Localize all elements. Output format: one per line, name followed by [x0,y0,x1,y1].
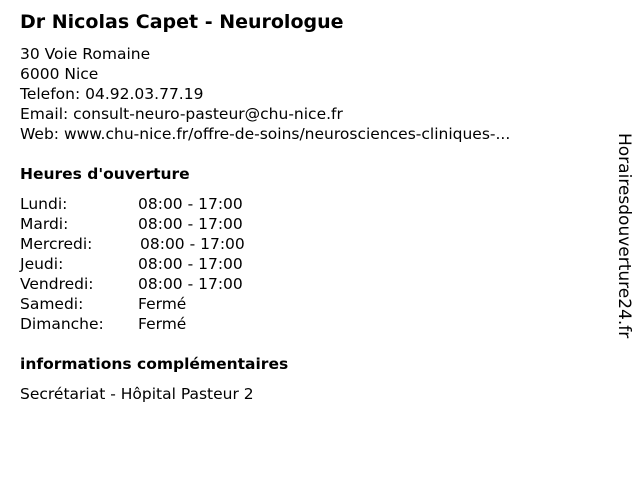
email-address: Email: consult-neuro-pasteur@chu-nice.fr [20,105,343,123]
hours-day: Lundi: [20,195,68,213]
address-block [20,44,510,144]
hours-day: Mardi: [20,215,69,233]
info-text: Secrétariat - Hôpital Pasteur 2 [20,385,254,403]
info-heading: informations complémentaires [20,355,289,373]
hours-time: 08:00 - 17:00 [138,275,243,293]
site-watermark: Horairesdouverture24.fr [614,133,634,339]
phone-number: Telefon: 04.92.03.77.19 [20,85,204,103]
hours-day: Dimanche: [20,315,104,333]
page-title: Dr Nicolas Capet - Neurologue [20,11,344,33]
street-address: 30 Voie Romaine [20,45,151,63]
hours-time: Fermé [138,295,187,313]
hours-time: 08:00 - 17:00 [140,235,245,253]
hours-heading: Heures d'ouverture [20,165,190,183]
hours-time: 08:00 - 17:00 [138,195,243,213]
hours-day: Vendredi: [20,275,94,293]
hours-day: Samedi: [20,295,84,313]
hours-time: 08:00 - 17:00 [138,255,243,273]
hours-day: Jeudi: [20,255,64,273]
hours-time: 08:00 - 17:00 [138,215,243,233]
city-postal: 6000 Nice [20,65,99,83]
hours-time: Fermé [138,315,187,333]
website-url: Web: www.chu-nice.fr/offre-de-soins/neurosciences-cliniques-... [20,125,511,143]
hours-day: Mercredi: [20,235,93,253]
